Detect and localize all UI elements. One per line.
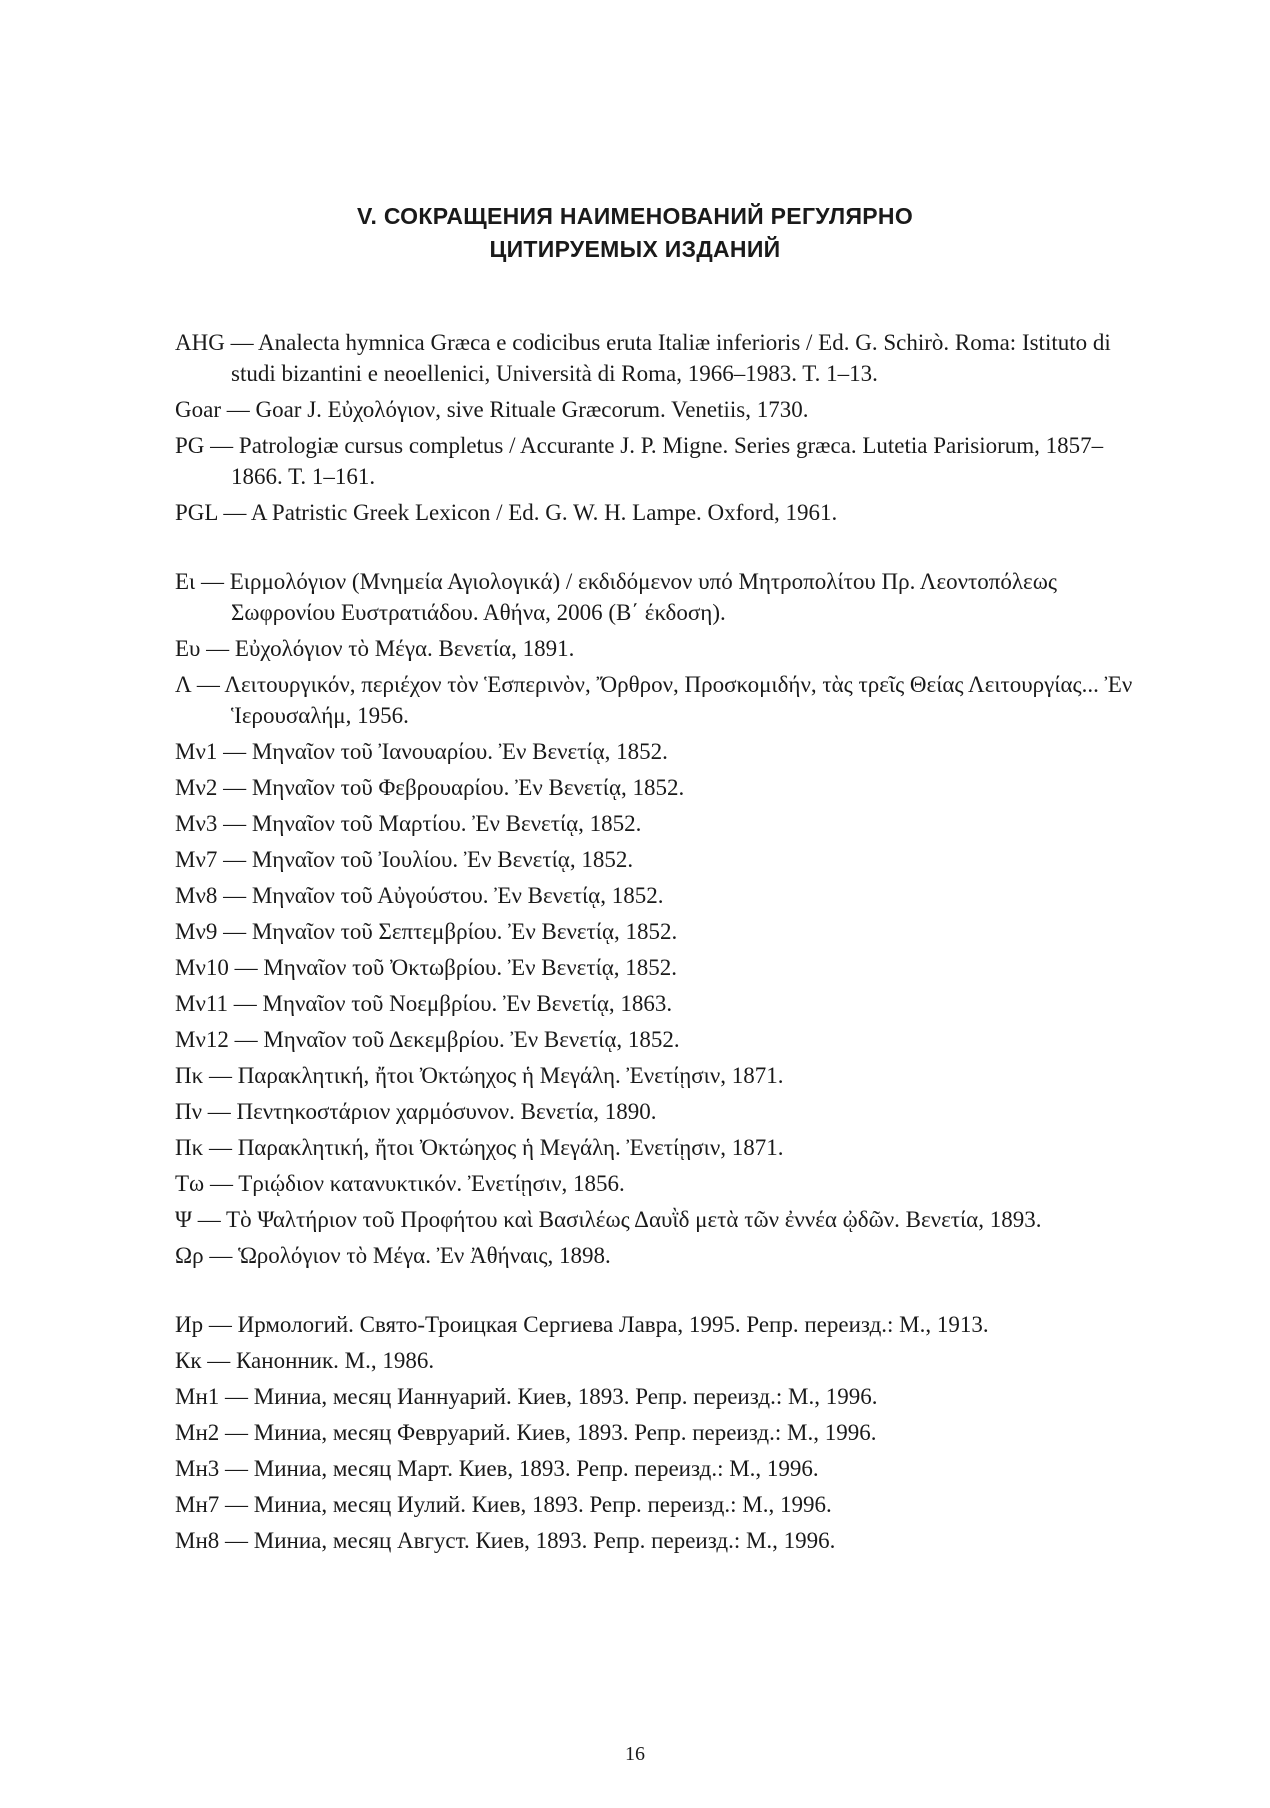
page-number: 16 xyxy=(625,1743,645,1765)
abbreviation-entry: Ир — Ирмологий. Свято-Троицкая Сергиева Лавра, 1995. Репр. переизд.: М., 1913. xyxy=(175,1312,989,1337)
abbreviation-entry: Ει — Ειρμολόγιον (Μνημεία Αγιολογικά) / εκδιδόμενον υπό Μητροπολίτου Πρ. Λεοντοπόλεως Σωφρονίου Ευστρατιάδου. Αθήνα, 2006 (Β΄ έκδοση). xyxy=(175,569,1057,625)
group-separator xyxy=(175,1276,1140,1309)
section-title-line-2: ЦИТИРУЕМЫХ ИЗДАНИЙ xyxy=(489,236,781,262)
abbreviation-entry: Μν1 — Μηναῖον τοῦ Ἰανουαρίου. Ἐν Βενετίᾳ, 1852. xyxy=(175,739,668,764)
abbreviation-entry: Πν — Πεντηκοστάριον χαρμόσυνον. Βενετία, 1890. xyxy=(175,1099,657,1124)
group-separator xyxy=(175,533,1140,566)
abbreviation-entry: Мн8 — Миниа, месяц Август. Киев, 1893. Репр. переизд.: М., 1996. xyxy=(175,1528,836,1553)
section-title xyxy=(0,200,1270,266)
abbreviation-entry: Μν9 — Μηναῖον τοῦ Σεπτεμβρίου. Ἐν Βενετίᾳ, 1852. xyxy=(175,919,678,944)
abbreviations-list xyxy=(175,327,1140,1561)
abbreviation-entry: Λ — Λειτουργικόν, περιέχον τὸν Ἑσπερινὸν, Ὄρθρον, Προσκομιδήν, τὰς τρεῖς Θείας Λειτουργίας... Ἐν Ἱερουσαλήμ, 1956. xyxy=(175,672,1133,728)
abbreviation-entry: Мн7 — Миниа, месяц Иулий. Киев, 1893. Репр. переизд.: М., 1996. xyxy=(175,1492,832,1517)
abbreviation-entry: Мн1 — Миниа, месяц Ианнуарий. Киев, 1893. Репр. переизд.: М., 1996. xyxy=(175,1384,878,1409)
abbreviation-entry: AHG — Analecta hymnica Græca e codicibus eruta Italiæ inferioris / Ed. G. Schirò. Roma: Istituto di studi bizantini e neoellenici, Università di Roma, 1966–1983. T. 1–13. xyxy=(175,330,1111,386)
abbreviation-entry: Мн2 — Миниа, месяц Февруарий. Киев, 1893. Репр. переизд.: М., 1996. xyxy=(175,1420,877,1445)
abbreviation-entry: Πκ — Παρακλητική, ἤτοι Ὀκτώηχος ἡ Μεγάλη. Ἐνετίῃσιν, 1871. xyxy=(175,1063,784,1088)
abbreviation-entry: Μν7 — Μηναῖον τοῦ Ἰουλίου. Ἐν Βενετίᾳ, 1852. xyxy=(175,847,634,872)
abbreviation-entry: Μν11 — Μηναῖον τοῦ Νοεμβρίου. Ἐν Βενετίᾳ, 1863. xyxy=(175,991,673,1016)
abbreviation-entry: Goar — Goar J. Εὐχολόγιον, sive Rituale Græcorum. Venetiis, 1730. xyxy=(175,397,809,422)
abbreviation-entry: Τω — Τριῴδιον κατανυκτικόν. Ἐνετίῃσιν, 1856. xyxy=(175,1171,625,1196)
abbreviation-entry: Μν3 — Μηναῖον τοῦ Μαρτίου. Ἐν Βενετίᾳ, 1852. xyxy=(175,811,642,836)
abbreviation-entry: Μν8 — Μηναῖον τοῦ Αὐγούστου. Ἐν Βενετίᾳ, 1852. xyxy=(175,883,664,908)
abbreviation-entry: Πκ — Παρακλητική, ἤτοι Ὀκτώηχος ἡ Μεγάλη. Ἐνετίῃσιν, 1871. xyxy=(175,1135,784,1160)
abbreviation-entry: PGL — A Patristic Greek Lexicon / Ed. G. W. H. Lampe. Oxford, 1961. xyxy=(175,500,838,525)
abbreviation-entry: Мн3 — Миниа, месяц Март. Киев, 1893. Репр. переизд.: М., 1996. xyxy=(175,1456,819,1481)
abbreviation-entry: Μν2 — Μηναῖον τοῦ Φεβρουαρίου. Ἐν Βενετίᾳ, 1852. xyxy=(175,775,685,800)
abbreviation-entry: Кк — Канонник. М., 1986. xyxy=(175,1348,435,1373)
abbreviation-entry: Ωρ — Ὡρολόγιον τὸ Μέγα. Ἐν Ἀθήναις, 1898. xyxy=(175,1243,611,1268)
section-title-line-1: V. СОКРАЩЕНИЯ НАИМЕНОВАНИЙ РЕГУЛЯРНО xyxy=(356,203,914,229)
abbreviation-entry: Μν10 — Μηναῖον τοῦ Ὀκτωβρίου. Ἐν Βενετίᾳ, 1852. xyxy=(175,955,678,980)
abbreviation-entry: Ευ — Εὐχολόγιον τὸ Μέγα. Βενετία, 1891. xyxy=(175,636,575,661)
abbreviation-entry: Ψ — Τὸ Ψαλτήριον τοῦ Προφήτου καὶ Βασιλέως Δαυῒδ μετὰ τῶν ἐννέα ᾠδῶν. Βενετία, 1893. xyxy=(175,1207,1042,1232)
abbreviation-entry: PG — Patrologiæ cursus completus / Accurante J. P. Migne. Series græca. Lutetia Parisiorum, 1857–1866. T. 1–161. xyxy=(175,433,1104,489)
abbreviation-entry: Μν12 — Μηναῖον τοῦ Δεκεμβρίου. Ἐν Βενετίᾳ, 1852. xyxy=(175,1027,680,1052)
